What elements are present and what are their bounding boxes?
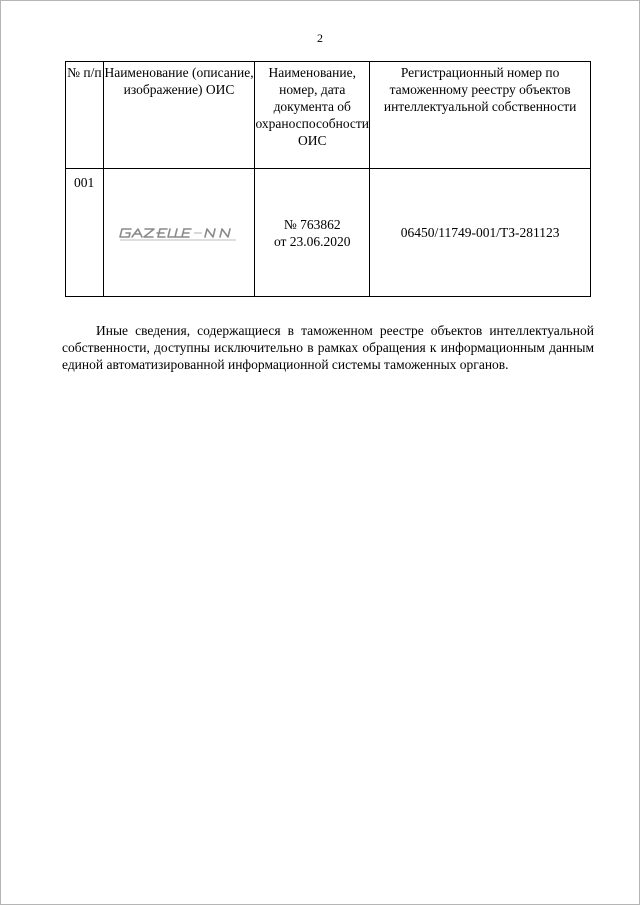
table-row	[66, 169, 591, 297]
row-doc-date: от 23.06.2020	[273, 233, 351, 249]
row-reg-number: 06450/11749-001/ТЗ-281123	[370, 169, 591, 297]
row-document-cell	[255, 169, 370, 297]
table-header-row	[66, 62, 591, 169]
header-name: Наименование (описание, изображение) ОИС	[103, 62, 254, 169]
row-image-cell	[103, 169, 254, 297]
row-number: 001	[66, 169, 104, 297]
gazelle-nn-logo-image	[118, 223, 240, 243]
page-number: 2	[317, 31, 323, 45]
row-doc-number: № 763862	[283, 216, 341, 232]
header-number: № п/п	[66, 62, 104, 169]
ois-table	[65, 61, 591, 297]
header-document: Наименование, номер, дата документа об охраноспособности ОИС	[255, 62, 370, 169]
note-paragraph: Иные сведения, содержащиеся в таможенном реестре объектов интеллектуальной собственности, доступны исключительно в рамках обращения к информационным данным единой автоматизированной информационной системы таможенных органов.	[62, 323, 594, 372]
header-reg-number: Регистрационный номер по таможенному реестру объектов интеллектуальной собственности	[370, 62, 591, 169]
